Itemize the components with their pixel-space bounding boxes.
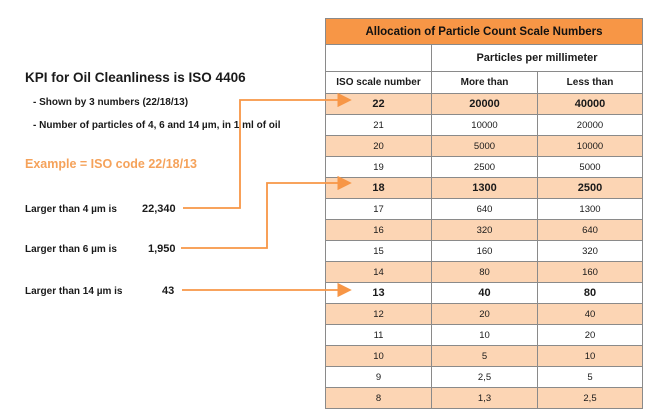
- example-iso-code: Example = ISO code 22/18/13: [25, 157, 197, 171]
- kpi-explanation-panel: [0, 0, 330, 419]
- cell-iso-scale: 15: [326, 241, 432, 262]
- table-row: [326, 304, 643, 325]
- table-row: [326, 367, 643, 388]
- table-group-header-row: [326, 45, 643, 72]
- cell-more-than: 10: [432, 325, 538, 346]
- cell-less-than: 640: [538, 220, 643, 241]
- cell-more-than: 80: [432, 262, 538, 283]
- cell-less-than: 2,5: [538, 388, 643, 409]
- cell-more-than: 640: [432, 199, 538, 220]
- cell-more-than: 1,3: [432, 388, 538, 409]
- count-label-14um: Larger than 14 µm is: [25, 286, 123, 297]
- cell-iso-scale: 10: [326, 346, 432, 367]
- cell-less-than: 320: [538, 241, 643, 262]
- table-row: [326, 115, 643, 136]
- cell-iso-scale: 9: [326, 367, 432, 388]
- table-title: Allocation of Particle Count Scale Numbers: [326, 19, 643, 45]
- cell-less-than: 10: [538, 346, 643, 367]
- table-row: [326, 220, 643, 241]
- cell-less-than: 160: [538, 262, 643, 283]
- table-body: [326, 94, 643, 409]
- cell-less-than: 40000: [538, 94, 643, 115]
- cell-iso-scale: 22: [326, 94, 432, 115]
- kpi-title: KPI for Oil Cleanliness is ISO 4406: [25, 70, 246, 85]
- cell-more-than: 320: [432, 220, 538, 241]
- column-header-iso-scale: ISO scale number: [326, 72, 432, 94]
- cell-iso-scale: 18: [326, 178, 432, 199]
- cell-iso-scale: 17: [326, 199, 432, 220]
- table-column-header-row: [326, 72, 643, 94]
- cell-iso-scale: 13: [326, 283, 432, 304]
- table-row: [326, 157, 643, 178]
- count-value-4um: 22,340: [142, 203, 176, 215]
- cell-iso-scale: 11: [326, 325, 432, 346]
- cell-more-than: 5000: [432, 136, 538, 157]
- column-header-more-than: More than: [432, 72, 538, 94]
- cell-more-than: 2,5: [432, 367, 538, 388]
- table-row: [326, 178, 643, 199]
- table-row: [326, 136, 643, 157]
- cell-less-than: 2500: [538, 178, 643, 199]
- table-row: [326, 346, 643, 367]
- cell-iso-scale: 12: [326, 304, 432, 325]
- count-label-4um: Larger than 4 µm is: [25, 204, 117, 215]
- column-header-less-than: Less than: [538, 72, 643, 94]
- table-row: [326, 325, 643, 346]
- table-row: [326, 388, 643, 409]
- cell-less-than: 5000: [538, 157, 643, 178]
- bullet-particle-sizes: - Number of particles of 4, 6 and 14 µm, in 1 ml of oil: [33, 120, 281, 131]
- cell-more-than: 10000: [432, 115, 538, 136]
- table-row: [326, 262, 643, 283]
- cell-more-than: 160: [432, 241, 538, 262]
- count-value-14um: 43: [162, 285, 175, 297]
- table-row: [326, 241, 643, 262]
- cell-iso-scale: 21: [326, 115, 432, 136]
- iso-scale-table: [325, 18, 643, 409]
- bullet-shown-by: - Shown by 3 numbers (22/18/13): [33, 97, 189, 108]
- cell-more-than: 1300: [432, 178, 538, 199]
- cell-iso-scale: 20: [326, 136, 432, 157]
- cell-iso-scale: 19: [326, 157, 432, 178]
- cell-less-than: 10000: [538, 136, 643, 157]
- table-header-empty-cell: [326, 45, 432, 72]
- cell-iso-scale: 14: [326, 262, 432, 283]
- cell-less-than: 20: [538, 325, 643, 346]
- cell-less-than: 20000: [538, 115, 643, 136]
- cell-more-than: 20: [432, 304, 538, 325]
- cell-more-than: 2500: [432, 157, 538, 178]
- table-row: [326, 199, 643, 220]
- count-value-6um: 1,950: [148, 243, 176, 255]
- table-group-header: Particles per millimeter: [432, 45, 643, 72]
- count-label-6um: Larger than 6 µm is: [25, 244, 117, 255]
- cell-less-than: 5: [538, 367, 643, 388]
- cell-more-than: 20000: [432, 94, 538, 115]
- table-title-row: [326, 19, 643, 45]
- table-row: [326, 94, 643, 115]
- cell-iso-scale: 16: [326, 220, 432, 241]
- cell-iso-scale: 8: [326, 388, 432, 409]
- table-row: [326, 283, 643, 304]
- cell-less-than: 80: [538, 283, 643, 304]
- cell-less-than: 1300: [538, 199, 643, 220]
- cell-more-than: 40: [432, 283, 538, 304]
- cell-less-than: 40: [538, 304, 643, 325]
- cell-more-than: 5: [432, 346, 538, 367]
